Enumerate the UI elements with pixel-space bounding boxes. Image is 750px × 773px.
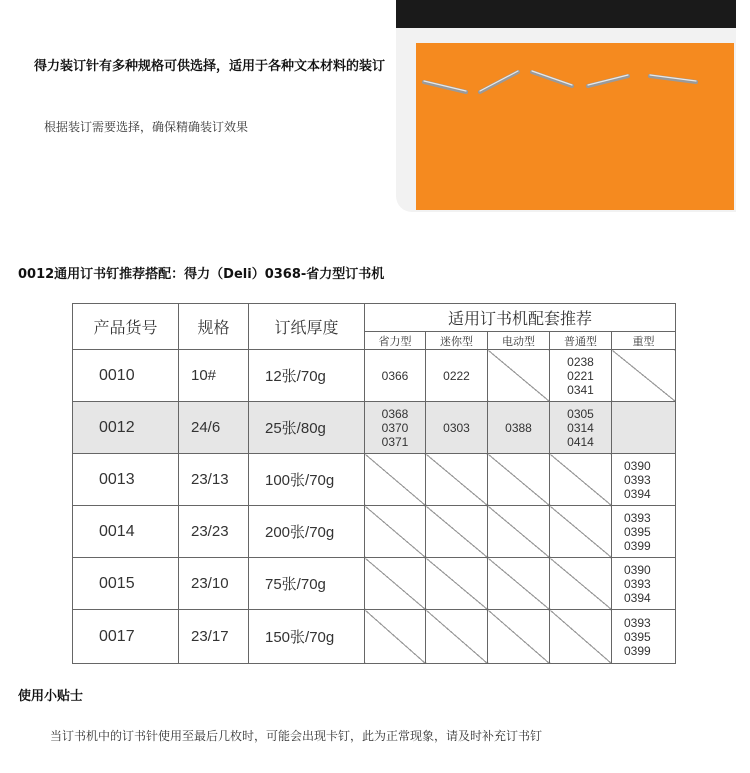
stapler-model-number: 0393 — [624, 472, 651, 487]
not-applicable-cell — [550, 558, 612, 610]
model-cell-electric — [488, 402, 550, 454]
model-cell-heavy — [612, 454, 676, 506]
model-cell-heavy — [612, 610, 676, 664]
model-cell-standard — [550, 402, 612, 454]
not-applicable-cell — [488, 506, 550, 558]
not-applicable-cell — [550, 610, 612, 664]
stapler-model-number: 0394 — [624, 486, 651, 501]
not-applicable-cell — [365, 454, 426, 506]
not-applicable-cell — [426, 610, 488, 664]
stapler-model-number: 0390 — [624, 458, 651, 473]
staple-2 — [480, 72, 518, 92]
spec-cell: 23/17 — [179, 610, 249, 664]
header-stapler-recommend: 适用订书机配套推荐 — [365, 304, 676, 332]
not-applicable-cell — [612, 350, 676, 402]
stapler-model-number: 0393 — [624, 576, 651, 591]
stapler-model-number: 0388 — [505, 420, 532, 435]
not-applicable-cell — [426, 454, 488, 506]
not-applicable-cell — [488, 350, 550, 402]
stapler-model-number: 0303 — [443, 420, 470, 435]
stapler-model-number: 0390 — [624, 562, 651, 577]
table-row — [73, 506, 676, 558]
recommendation-title: 0012通用订书钉推荐搭配：得力（Deli）0368-省力型订书机 — [18, 267, 385, 282]
product-code-cell: 0015 — [73, 558, 179, 610]
not-applicable-cell — [488, 558, 550, 610]
header-type-mini: 迷你型 — [426, 332, 488, 350]
stapler-model-number: 0395 — [624, 524, 651, 539]
intro-subtext: 根据装订需要选择，确保精确装订效果 — [44, 120, 249, 134]
stapler-model-number: 0393 — [624, 615, 651, 630]
not-applicable-cell — [426, 506, 488, 558]
header-spec: 规格 — [179, 304, 249, 350]
thickness-cell: 150张/70g — [249, 610, 365, 664]
thickness-cell: 200张/70g — [249, 506, 365, 558]
stapler-model-number: 0305 — [567, 406, 594, 421]
product-code-cell: 0017 — [73, 610, 179, 664]
staple-4 — [588, 76, 628, 86]
header-type-heavy: 重型 — [612, 332, 676, 350]
not-applicable-cell — [488, 610, 550, 664]
model-cell-heavy — [612, 558, 676, 610]
stapler-model-number: 0222 — [443, 368, 470, 383]
stapler-model-number: 0394 — [624, 590, 651, 605]
stapler-model-number: 0314 — [567, 420, 594, 435]
stapler-model-number: 0414 — [567, 434, 594, 449]
stapler-model-number: 0341 — [567, 382, 594, 397]
not-applicable-cell — [550, 454, 612, 506]
thickness-cell: 25张/80g — [249, 402, 365, 454]
header-product-code: 产品货号 — [73, 304, 179, 350]
intro-heading: 得力装订针有多种规格可供选择，适用于各种文本材料的装订 — [34, 59, 386, 74]
table-row — [73, 350, 676, 402]
not-applicable-cell — [426, 558, 488, 610]
not-applicable-cell — [365, 558, 426, 610]
model-cell-heavy — [612, 506, 676, 558]
model-cell-mini — [426, 350, 488, 402]
stapler-model-number: 0399 — [624, 643, 651, 658]
model-cell-standard — [550, 350, 612, 402]
spec-cell: 24/6 — [179, 402, 249, 454]
spec-cell: 23/10 — [179, 558, 249, 610]
spec-cell: 23/13 — [179, 454, 249, 506]
not-applicable-cell — [612, 402, 676, 454]
model-cell-labor-saving — [365, 350, 426, 402]
header-thickness: 订纸厚度 — [249, 304, 365, 350]
stapler-model-number: 0371 — [381, 434, 409, 449]
model-cell-mini — [426, 402, 488, 454]
stapler-model-number: 0370 — [381, 420, 409, 435]
thickness-cell: 100张/70g — [249, 454, 365, 506]
product-code-cell: 0010 — [73, 350, 179, 402]
staple-spec-table — [72, 303, 676, 664]
header-type-labor-saving: 省力型 — [365, 332, 426, 350]
table-row — [73, 402, 676, 454]
thickness-cell: 75张/70g — [249, 558, 365, 610]
staple-1 — [424, 82, 466, 92]
product-code-cell: 0012 — [73, 402, 179, 454]
stapler-model-number: 0399 — [624, 538, 651, 553]
table-row — [73, 454, 676, 506]
stapler-model-number: 0221 — [567, 368, 594, 383]
table-row — [73, 558, 676, 610]
product-code-cell: 0014 — [73, 506, 179, 558]
tips-title: 使用小贴士 — [18, 689, 84, 704]
not-applicable-cell — [550, 506, 612, 558]
staples-photo — [396, 0, 736, 212]
staple-3 — [532, 72, 572, 86]
staple-5 — [650, 76, 696, 82]
stapler-model-number: 0366 — [381, 368, 409, 383]
thickness-cell: 12张/70g — [249, 350, 365, 402]
staples-illustration — [396, 0, 736, 212]
header-type-standard: 普通型 — [550, 332, 612, 350]
stapler-model-number: 0368 — [381, 406, 409, 421]
header-type-electric: 电动型 — [488, 332, 550, 350]
spec-cell: 23/23 — [179, 506, 249, 558]
model-cell-labor-saving — [365, 402, 426, 454]
tips-text: 当订书机中的订书针使用至最后几枚时，可能会出现卡钉，此为正常现象，请及时补充订书钉 — [50, 729, 543, 743]
stapler-model-number: 0238 — [567, 354, 594, 369]
stapler-model-number: 0395 — [624, 629, 651, 644]
stapler-model-number: 0393 — [624, 510, 651, 525]
not-applicable-cell — [365, 506, 426, 558]
not-applicable-cell — [365, 610, 426, 664]
not-applicable-cell — [488, 454, 550, 506]
product-code-cell: 0013 — [73, 454, 179, 506]
spec-cell: 10# — [179, 350, 249, 402]
table-row — [73, 610, 676, 664]
